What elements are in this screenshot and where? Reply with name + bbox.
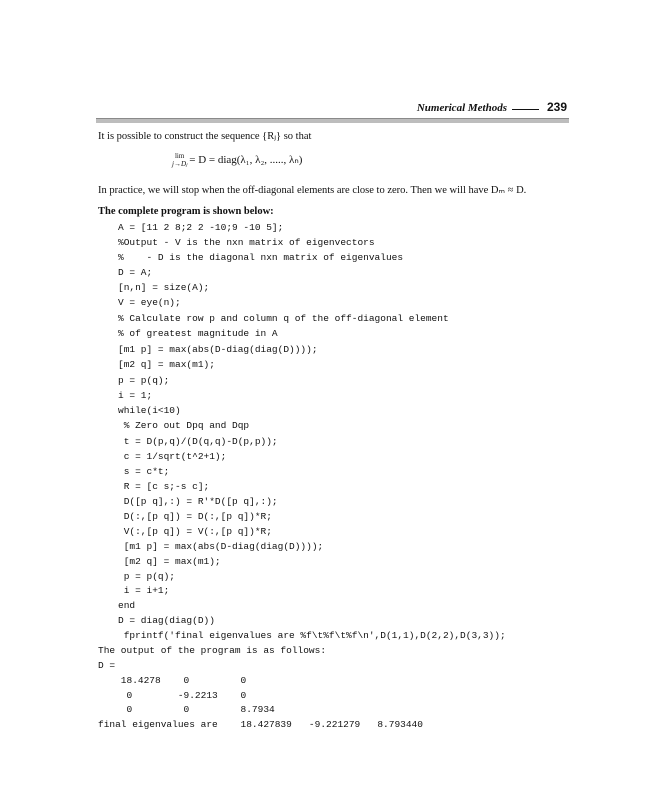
matrix-label: D = xyxy=(98,660,116,671)
matrix-row: 0 -9.2213 0 xyxy=(98,690,247,701)
code-line: %Output - V is the nxn matrix of eigenvectors xyxy=(118,237,375,248)
code-line: end xyxy=(118,600,136,611)
matrix-row: 18.4278 0 0 xyxy=(98,675,247,686)
code-line: p = p(q); xyxy=(118,571,176,582)
code-line: % - D is the diagonal nxn matrix of eigenvalues xyxy=(118,252,404,263)
intro-paragraph: It is possible to construct the sequence {Rⱼ} so that xyxy=(98,131,312,142)
code-line: V = eye(n); xyxy=(118,297,181,308)
lim-word: lim xyxy=(174,152,185,160)
code-line: % Zero out Dpq and Dqp xyxy=(118,420,250,431)
code-line: % Calculate row p and column q of the off-diagonal element xyxy=(118,313,449,324)
code-line: % of greatest magnitude in A xyxy=(118,328,278,339)
code-line: D([p q],:) = R'*D([p q],:); xyxy=(118,496,278,507)
code-line: c = 1/sqrt(t^2+1); xyxy=(118,451,227,462)
code-line: i = i+1; xyxy=(118,585,170,596)
program-heading: The complete program is shown below: xyxy=(98,206,274,217)
code-line: fprintf('final eigenvalues are %f\t%f\t%f\n',D(1,1),D(2,2),D(3,3)); xyxy=(118,630,506,641)
formula-expression: = D = diag(λ₁, λ₂, ....., λₙ) xyxy=(189,154,303,167)
limit-operator xyxy=(172,153,187,168)
code-line: [m1 p] = max(abs(D-diag(diag(D)))); xyxy=(118,541,324,552)
limit-formula xyxy=(172,153,302,168)
code-line: while(i<10) xyxy=(118,405,181,416)
page-number: 239 xyxy=(546,100,567,114)
lim-subscript: j→Dⱼ xyxy=(172,160,188,168)
code-line: V(:,[p q]) = V(:,[p q])*R; xyxy=(118,526,272,537)
code-line: [m2 q] = max(m1); xyxy=(118,359,215,370)
stop-paragraph: In practice, we will stop when the off-diagonal elements are close to zero. Then we will have Dₘ ≈ D. xyxy=(98,185,527,196)
code-line: i = 1; xyxy=(118,390,153,401)
code-line: s = c*t; xyxy=(118,466,170,477)
code-line: R = [c s;-s c]; xyxy=(118,481,210,492)
code-line: A = [11 2 8;2 2 -10;9 -10 5]; xyxy=(118,222,284,233)
running-header xyxy=(96,100,569,118)
output-intro: The output of the program is as follows: xyxy=(98,645,327,656)
code-line: p = p(q); xyxy=(118,375,170,386)
code-line: D(:,[p q]) = D(:,[p q])*R; xyxy=(118,511,272,522)
code-line: D = diag(diag(D)) xyxy=(118,615,215,626)
code-line: [n,n] = size(A); xyxy=(118,282,210,293)
header-title: Numerical Methods xyxy=(416,102,507,114)
code-line: [m2 q] = max(m1); xyxy=(118,556,221,567)
code-line: [m1 p] = max(abs(D-diag(diag(D)))); xyxy=(118,344,318,355)
matrix-row: 0 0 8.7934 xyxy=(98,704,275,715)
code-line: t = D(p,q)/(D(q,q)-D(p,p)); xyxy=(118,436,278,447)
final-eigenvalues-line: final eigenvalues are 18.427839 -9.221279 8.793440 xyxy=(98,719,423,730)
code-line: D = A; xyxy=(118,267,153,278)
header-rule xyxy=(512,109,539,110)
header-band xyxy=(96,118,569,123)
